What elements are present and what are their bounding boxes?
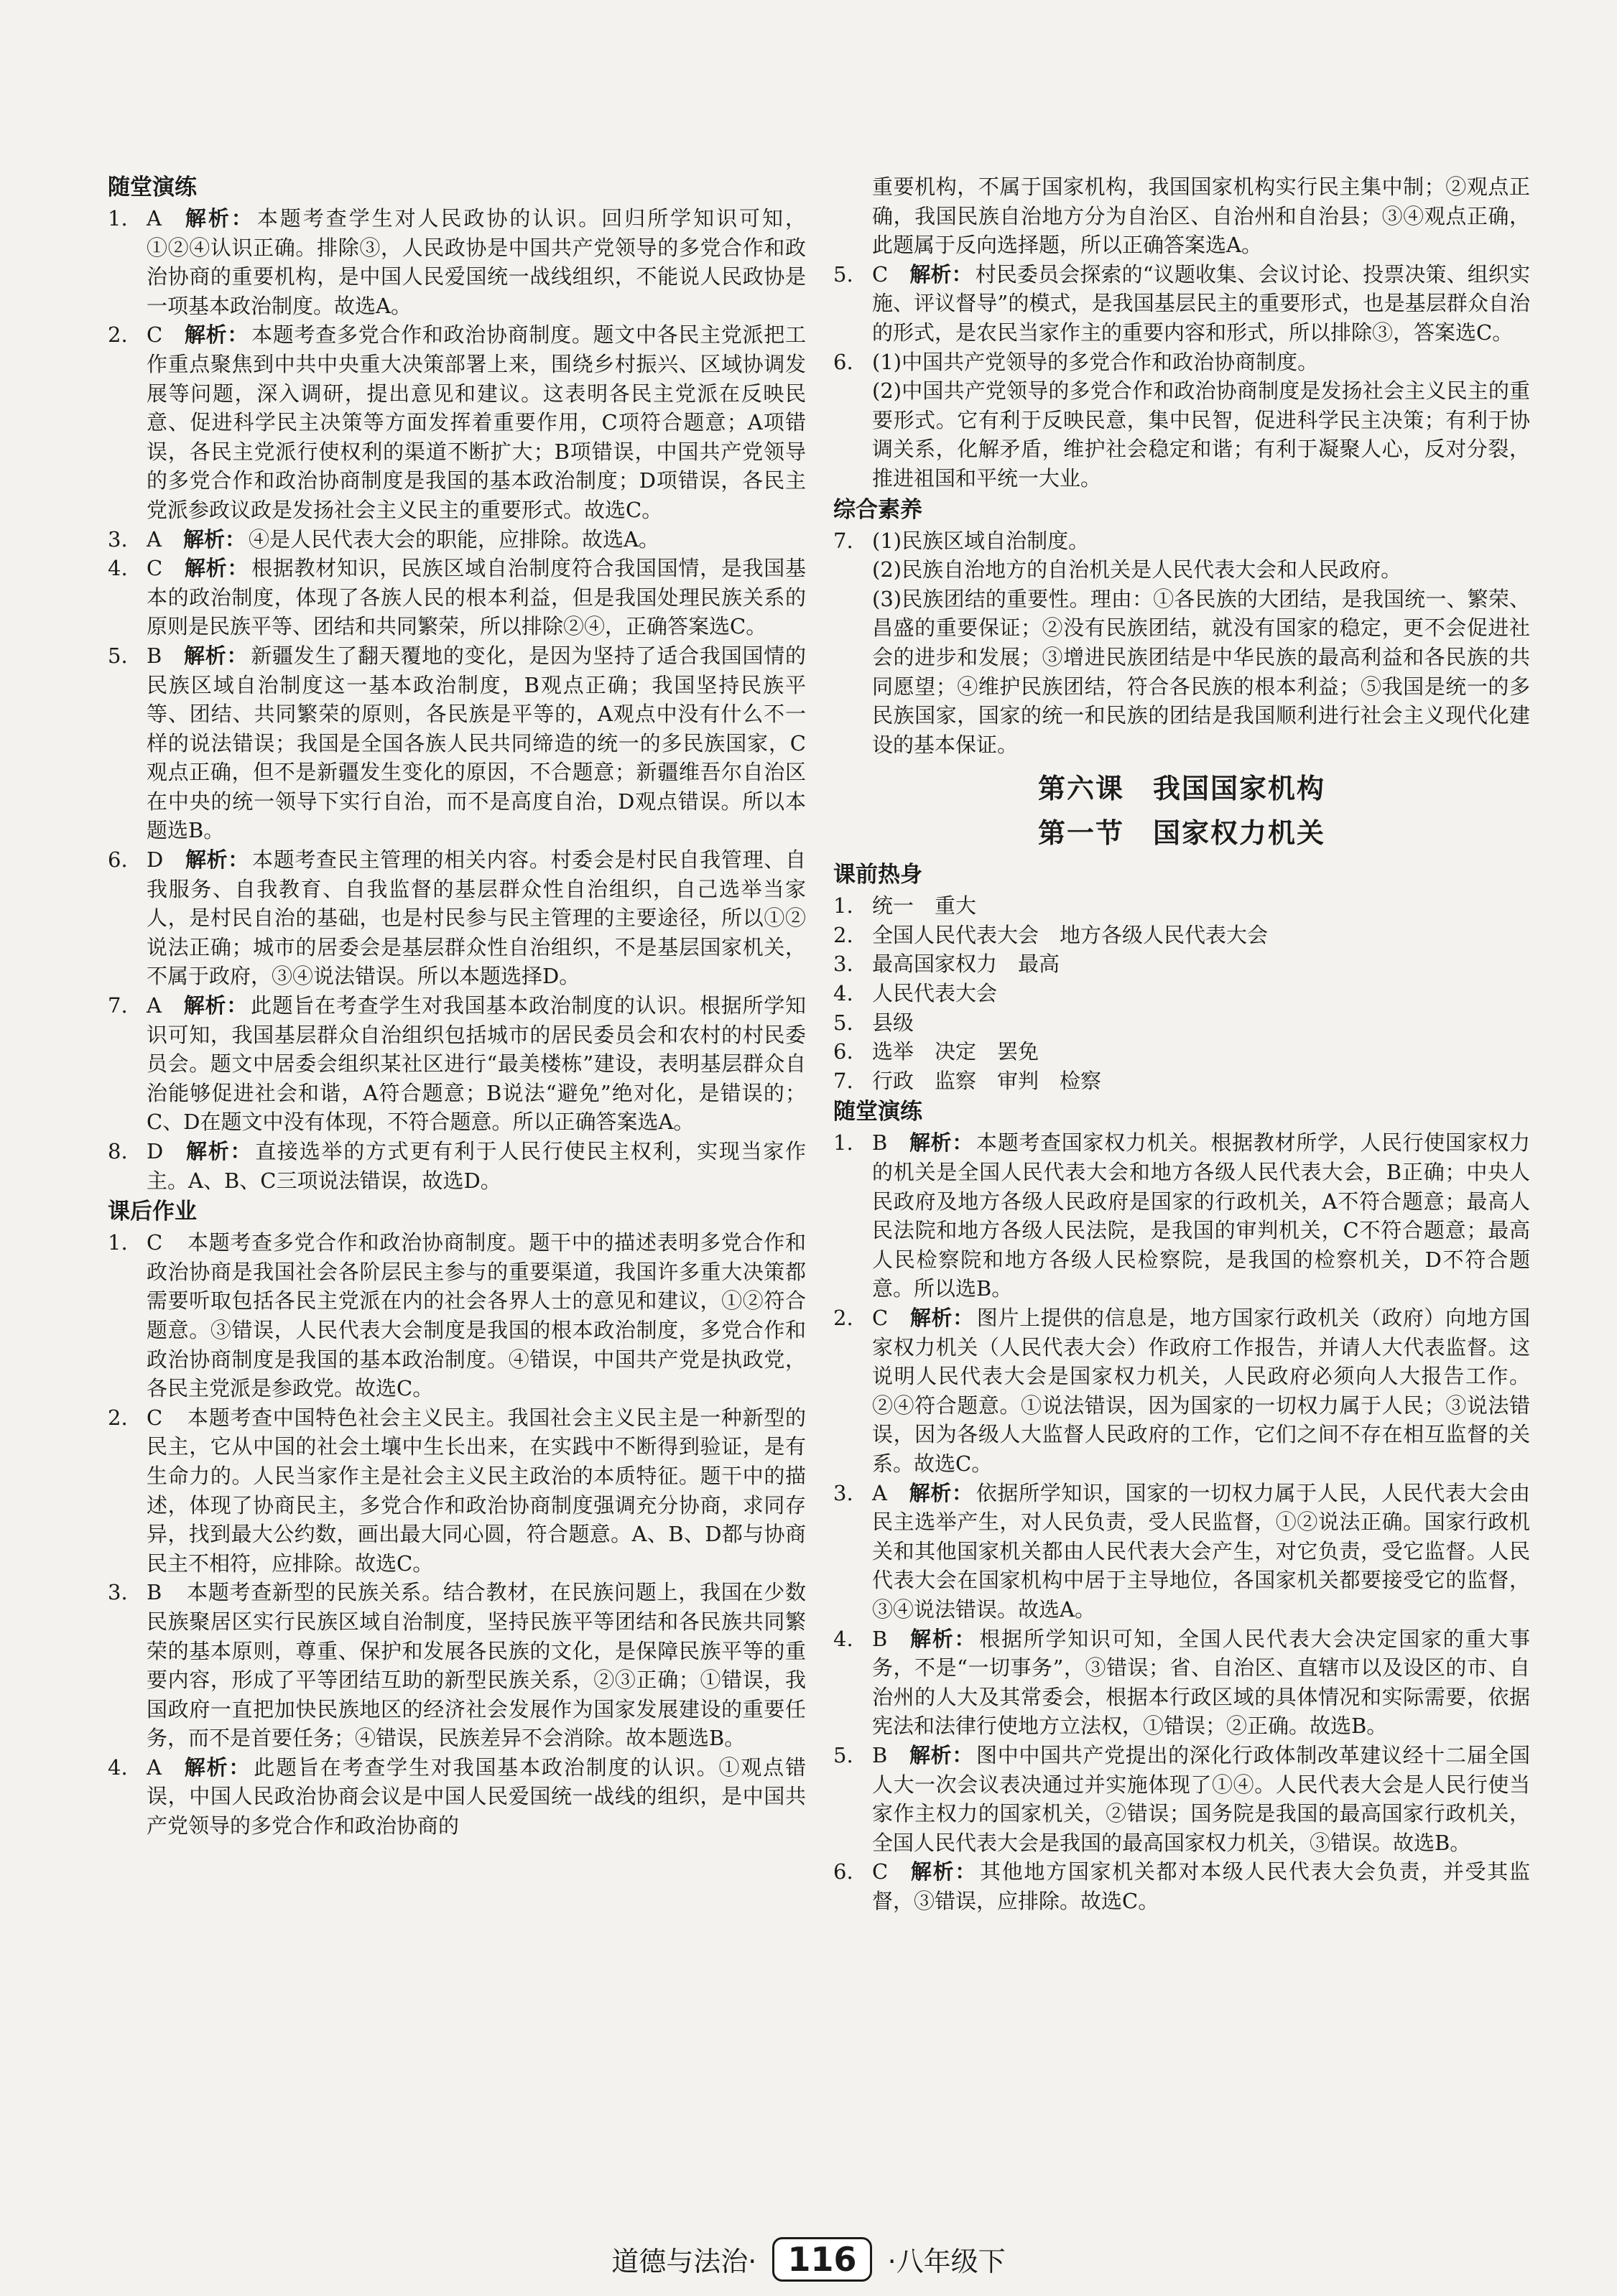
list-item	[108, 1753, 806, 1841]
analysis-label: 解析：	[909, 261, 973, 287]
item-text: 统一 重大	[872, 893, 977, 919]
list-item	[833, 1128, 1530, 1303]
item-text: 本题考查多党合作和政治协商制度。题文中各民主党派把工作重点聚焦到中共中央重大决策部署上来，围绕乡村振兴、区域协调发展等问题，深入调研，提出意见和建议。这表明各民主党派在反映民意、促进科学民主决策等方面发挥着重要作用，C项符合题意；A项错误，各民主党派行使权利的渠道不断扩大；B项错误，中国共产党领导的多党合作和政治协商制度是我国的基本政治制度；D项错误，各民主党派参政议政是发扬社会主义民主的重要形式。故选C。	[147, 322, 806, 522]
item-number: 4.	[833, 981, 853, 1006]
analysis-label: 解析：	[909, 1742, 974, 1767]
item-text: 直接选举的方式更有利于人民行使民主权利，实现当家作主。A、B、C三项说法错误，故选D。	[147, 1139, 806, 1193]
answer-letter: D	[147, 1139, 164, 1163]
item-text: 此题旨在考查学生对我国基本政治制度的认识。①观点错误，中国人民政治协商会议是中国人民爱国统一战线的组织，是中国共产党领导的多党合作和政治协商的	[147, 1754, 806, 1839]
item-number: 1.	[108, 1230, 128, 1255]
item-text: 本题考查学生对人民政协的认识。回归所学知识可知，①②④认识正确。排除③，人民政协是中国共产党领导的多党合作和政治协商的重要机构，是中国人民爱国统一战线组织，不能说人民政协是一项基本政治制度。故选A。	[147, 206, 806, 318]
item-text: 全国人民代表大会 地方各级人民代表大会	[872, 922, 1269, 947]
answer-letter: A	[872, 1480, 887, 1505]
item-number: 4.	[108, 1754, 128, 1780]
item-text: (2)中国共产党领导的多党合作和政治协商制度是发扬社会主义民主的重要形式。它有利于反映民意，集中民智，促进科学民主决策；有利于协调关系，化解矛盾，维护社会稳定和谐；有利于凝聚人心，反对分裂，推进祖国和平统一大业。	[872, 378, 1530, 491]
item-text: (1)民族区域自治制度。	[872, 528, 1090, 553]
answer-letter: A	[147, 1754, 162, 1780]
item-text: ④是人民代表大会的职能，应排除。故选A。	[248, 526, 659, 552]
answer-list	[833, 1128, 1530, 1915]
list-item	[108, 641, 806, 845]
analysis-label: 解析：	[182, 526, 246, 552]
item-text: 其他地方国家机关都对本级人民代表大会负责，并受其监督，③错误，应排除。故选C。	[872, 1859, 1530, 1913]
page-footer	[0, 2237, 1617, 2282]
item-text: (3)民族团结的重要性。理由：①各民族的大团结，是我国统一、繁荣、昌盛的重要保证；②没有民族团结，就没有国家的稳定，更不会促进社会的进步和发展；③增进民族团结是中华民族的最高利益和各民族的共同愿望；④维护民族团结，符合各民族的根本利益；⑤我国是统一的多民族国家，国家的统一和民族的团结是我国顺利进行社会主义现代化建设的基本保证。	[872, 586, 1530, 757]
list-item	[833, 921, 1530, 950]
answer-letter: C	[872, 1306, 889, 1330]
item-number: 6.	[108, 847, 128, 873]
list-item	[833, 526, 1530, 556]
list-item	[833, 260, 1530, 348]
item-text: 本题考查民主管理的相关内容。村委会是村民自我管理、自我服务、自我教育、自我监督的基层群众性自治组织，自己选举当家人，是村民自治的基础，也是村民参与民主管理的主要途径，所以①②说法正确；城市的居委会是基层群众性自治组织，不是基层国家机关，不属于政府，③④说法错误。所以本题选择D。	[147, 847, 806, 989]
warmup-list	[833, 891, 1530, 1095]
list-item	[108, 204, 806, 320]
answer-letter: C	[147, 1230, 163, 1255]
answer-letter: B	[872, 1130, 888, 1156]
item-text: 图中中国共产党提出的深化行政体制改革建议经十二届全国人大一次会议表决通过并实施体现了①④。人民代表大会是人民行使当家作主权力的国家机关，②错误；国务院是我国的最高国家行政机关，全国人民代表大会是我国的最高国家权力机关，③错误。故选B。	[872, 1742, 1530, 1855]
list-item	[108, 1403, 806, 1579]
lesson-title: 第六课 我国国家机构	[1037, 772, 1325, 805]
answer-letter: B	[872, 1626, 888, 1651]
item-number: 3.	[833, 952, 853, 977]
item-text: 根据教材知识，民族区域自治制度符合我国国情，是我国基本的政治制度，体现了各族人民的根本利益，但是我国处理民族关系的原则是民族平等、团结和共同繁荣，所以排除②④，正确答案选C。	[147, 556, 806, 639]
list-item	[833, 1037, 1530, 1066]
list-item	[108, 991, 806, 1137]
page-number: 116	[772, 2237, 871, 2282]
analysis-label: 解析：	[184, 322, 249, 348]
item-number: 2.	[833, 922, 853, 947]
list-item	[833, 1741, 1530, 1857]
item-number: 1.	[833, 893, 853, 919]
item-number: 8.	[108, 1139, 128, 1163]
item-text: 根据所学知识可知，全国人民代表大会决定国家的重大事务，不是“一切事务”，③错误；省、自治区、直辖市以及设区的市、自治州的人大及其常委会，根据本行政区域的具体情况和实际需要，依据宪法和法律行使地方立法权，①错误；②正确。故选B。	[872, 1626, 1530, 1739]
answer-letter: A	[147, 206, 162, 231]
right-column	[833, 172, 1530, 1915]
analysis-label: 解析：	[183, 643, 249, 668]
item-number: 5.	[833, 1010, 853, 1035]
analysis-label: 解析：	[909, 1859, 978, 1884]
item-text: 图片上提供的信息是，地方国家行政机关（政府）向地方国家权力机关（人民代表大会）作政府工作报告，并请人大代表监督。这说明人民代表大会是国家权力机关，人民政府必须向人大报告工作。②④符合题意。①说法错误，因为国家的一切权力属于人民；③说法错误，因为各级人大监督人民政府的工作，它们之间不存在相互监督的关系。故选C。	[872, 1306, 1530, 1476]
item-number: 6.	[833, 1039, 853, 1064]
list-item	[833, 1625, 1530, 1741]
answer-letter: C	[147, 1405, 163, 1430]
answer-letter: B	[147, 1580, 162, 1605]
item-text: 人民代表大会	[872, 981, 998, 1006]
item-text: 本题考查中国特色社会主义民主。我国社会主义民主是一种新型的民主，它从中国的社会土壤中生长出来，在实践中不断得到验证，是有生命力的。人民当家作主是社会主义民主政治的本质特征。题干中的描述，体现了协商民主，多党合作和政治协商制度强调充分协商，求同存异，找到最大公约数，画出最大同心圆，符合题意。A、B、D都与协商民主不相符，应排除。故选C。	[147, 1405, 806, 1576]
answer-list	[108, 1228, 806, 1840]
section-heading: 课前热身	[833, 862, 922, 888]
item-text: 本题考查多党合作和政治协商制度。题干中的描述表明多党合作和政治协商是我国社会各阶层民主参与的重要渠道，我国许多重大决策都需要听取包括各民主党派在内的社会各界人士的意见和建议，①②符合题意。③错误，人民代表大会制度是我国的根本政治制度，多党合作和政治协商制度是我国的基本政治制度。④错误，中国共产党是执政党，各民主党派是参政党。故选C。	[147, 1230, 806, 1401]
list-item	[833, 1479, 1530, 1625]
section-heading: 课后作业	[108, 1199, 197, 1225]
list-item	[108, 1137, 806, 1195]
answer-letter: A	[147, 993, 162, 1018]
answer-letter: B	[147, 643, 162, 668]
subject-label: 道德与法治·	[611, 2246, 757, 2277]
list-item	[833, 1066, 1530, 1096]
analysis-label: 解析：	[909, 1626, 977, 1651]
item-text: 此题旨在考查学生对我国基本政治制度的认识。根据所学知识可知，我国基层群众自治组织包括城市的居民委员会和农村的村民委员会。题文中居委会组织某社区进行“最美楼栋”建设，表明基层群众自治能够促进社会和谐，A符合题意；B说法“避免”绝对化，是错误的；C、D在题文中没有体现，不符合题意。所以正确答案选A。	[147, 993, 806, 1135]
analysis-label: 解析：	[908, 1480, 973, 1505]
answer-letter: A	[147, 526, 162, 552]
section-heading: 综合素养	[833, 496, 922, 523]
analysis-label: 解析：	[182, 1754, 251, 1780]
item-number: 2.	[833, 1306, 853, 1330]
list-item	[833, 1857, 1530, 1915]
answer-letter: C	[872, 1859, 889, 1884]
list-item	[833, 348, 1530, 377]
analysis-label: 解析：	[909, 1130, 974, 1156]
item-number: 4.	[833, 1626, 853, 1651]
item-text: 依据所学知识，国家的一切权力属于人民，人民代表大会由民主选举产生，对人民负责，受人民监督，①②说法正确。国家行政机关和其他国家机关都由人民代表大会产生，对它负责，受它监督。人民代表大会在国家机构中居于主导地位，各国家机关都要接受它的监督，③④说法错误。故选A。	[872, 1480, 1530, 1622]
list-item	[833, 1303, 1530, 1479]
list-item	[108, 320, 806, 524]
item-number: 5.	[833, 1742, 853, 1767]
item-text: 本题考查新型的民族关系。结合教材，在民族问题上，我国在少数民族聚居区实行民族区域自治制度，坚持民族平等团结和各民族共同繁荣的基本原则，尊重、保护和发展各民族的文化，是保障民族平等的重要内容，形成了平等团结互助的新型民族关系，②③正确；①错误，我国政府一直把加快民族地区的经济社会发展作为国家发展建设的重要任务，而不是首要任务；④错误，民族差异不会消除。故本题选B。	[147, 1580, 806, 1751]
list-item	[108, 525, 806, 554]
list-item	[833, 891, 1530, 921]
item-number: 6.	[833, 349, 853, 374]
section-heading: 随堂演练	[833, 1099, 922, 1125]
answer-list	[108, 204, 806, 1195]
list-item	[108, 1578, 806, 1753]
item-number: 7.	[108, 993, 128, 1018]
section-title: 第一节 国家权力机关	[1037, 817, 1325, 850]
item-number: 1.	[108, 206, 128, 231]
continued-text: 重要机构，不属于国家机构，我国国家机构实行民主集中制；②观点正确，我国民族自治地方分为自治区、自治州和自治县；③④观点正确，此题属于反向选择题，所以正确答案选A。	[872, 175, 1530, 258]
list-item	[833, 979, 1530, 1008]
answer-letter: C	[872, 261, 889, 287]
grade-label: ·八年级下	[887, 2246, 1006, 2277]
item-number: 2.	[108, 1405, 128, 1430]
answer-letter: D	[147, 847, 164, 873]
list-item	[108, 845, 806, 991]
list-item	[108, 1228, 806, 1403]
item-number: 4.	[108, 556, 128, 581]
item-text: 新疆发生了翻天覆地的变化，是因为坚持了适合我国国情的民族区域自治制度这一基本政治制度，B观点正确；我国坚持民族平等、团结、共同繁荣的原则，各民族是平等的，A观点中没有什么不一样的说法错误；我国是全国各族人民共同缔造的统一的多民族国家，C观点正确，但不是新疆发生变化的原因，不合题意；新疆维吾尔自治区在中央的统一领导下实行自治，而不是高度自治，D观点错误。所以本题选B。	[147, 643, 806, 843]
item-text: 选举 决定 罢免	[872, 1039, 1039, 1064]
list-item	[833, 949, 1530, 979]
item-text: 县级	[872, 1010, 914, 1035]
answer-letter: B	[872, 1742, 888, 1767]
left-column	[108, 171, 806, 1841]
item-number: 7.	[833, 528, 853, 553]
analysis-label: 解析：	[909, 1306, 974, 1330]
item-number: 3.	[833, 1480, 853, 1505]
answer-list	[833, 260, 1530, 348]
item-number: 7.	[833, 1068, 853, 1093]
answer-letter: C	[147, 556, 163, 581]
answer-letter: C	[147, 322, 163, 348]
item-number: 3.	[108, 526, 128, 552]
item-number: 5.	[833, 261, 853, 287]
item-text: (1)中国共产党领导的多党合作和政治协商制度。	[872, 349, 1319, 374]
list-item	[833, 1008, 1530, 1038]
list-item	[108, 554, 806, 641]
item-number: 2.	[108, 322, 128, 348]
item-text: 本题考查国家权力机关。根据教材所学，人民行使国家权力的机关是全国人民代表大会和地方各级人民代表大会，B正确；中央人民政府及地方各级人民政府是国家的行政机关，A不符合题意；最高人民法院和地方各级人民法院，是我国的审判机关，C不符合题意；最高人民检察院和地方各级人民检察院，是我国的检察机关，D不符合题意。所以选B。	[872, 1130, 1530, 1301]
analysis-label: 解析：	[182, 206, 254, 231]
item-number: 3.	[108, 1580, 128, 1605]
item-number: 6.	[833, 1859, 853, 1884]
item-number: 1.	[833, 1130, 853, 1156]
analysis-label: 解析：	[182, 993, 248, 1018]
section-heading: 随堂演练	[108, 175, 197, 200]
item-text: (2)民族自治地方的自治机关是人民代表大会和人民政府。	[872, 557, 1402, 582]
item-text: 村民委员会探索的“议题收集、会议讨论、投票决策、组织实施、评议督导”的模式，是我国基层民主的重要形式，也是基层群众自治的形式，是农民当家作主的重要内容和形式，所以排除③，答案选C。	[872, 261, 1530, 345]
analysis-label: 解析：	[185, 1139, 253, 1163]
analysis-label: 解析：	[184, 556, 249, 581]
item-text: 最高国家权力 最高	[872, 952, 1060, 977]
item-text: 行政 监察 审判 检察	[872, 1068, 1102, 1093]
analysis-label: 解析：	[185, 847, 249, 873]
item-number: 5.	[108, 643, 128, 668]
